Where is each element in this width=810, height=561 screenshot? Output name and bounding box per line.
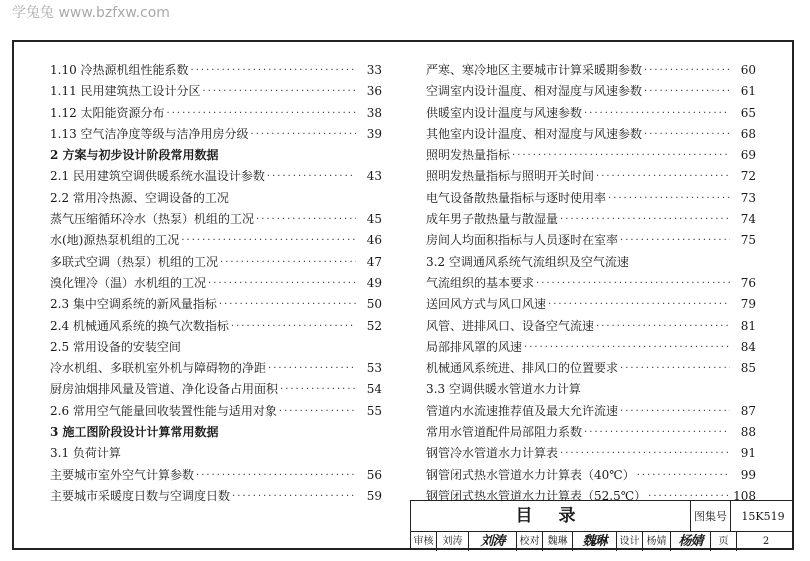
review-label: 审核 bbox=[411, 532, 437, 551]
toc-entry bbox=[426, 81, 756, 102]
toc-left-column bbox=[50, 60, 382, 507]
toc-entry-title: 1.10 冷热源机组性能系数 bbox=[50, 63, 189, 77]
toc-leader-dots bbox=[256, 209, 356, 230]
toc-entry-title: 严寒、寒冷地区主要城市计算采暖期参数 bbox=[426, 63, 643, 77]
toc-entry-title: 照明发热量指标 bbox=[426, 148, 511, 163]
toc-leader-dots bbox=[220, 252, 356, 273]
toc-entry bbox=[50, 443, 382, 464]
toc-entry bbox=[50, 316, 382, 337]
toc-entry-title: 常用水管道配件局部阻力系数 bbox=[426, 425, 583, 440]
toc-entry-title: 3.3 空调供暖水管道水力计算 bbox=[426, 382, 581, 397]
toc-entry bbox=[50, 81, 382, 102]
toc-leader-dots bbox=[560, 443, 730, 464]
toc-entry bbox=[426, 209, 756, 230]
toc-leader-dots bbox=[536, 273, 730, 294]
toc-right-column bbox=[426, 60, 756, 507]
toc-page-number: 43 bbox=[366, 169, 382, 184]
toc-entry-title: 1.12 太阳能资源分布 bbox=[50, 105, 165, 120]
watermark-text: 学兔兔 www.bzfxw.com bbox=[12, 5, 170, 21]
toc-page-number: 87 bbox=[740, 403, 756, 418]
toc-entry bbox=[50, 379, 382, 400]
toc-entry bbox=[50, 486, 382, 507]
toc-entry bbox=[50, 166, 382, 187]
signature-row bbox=[411, 532, 794, 551]
toc-page-number: 91 bbox=[740, 446, 756, 461]
toc-entry bbox=[50, 358, 382, 379]
toc-entry bbox=[426, 443, 756, 464]
toc-entry bbox=[50, 103, 382, 124]
toc-page-number: 49 bbox=[366, 275, 382, 290]
toc-page-number: 73 bbox=[740, 190, 756, 205]
toc-entry bbox=[50, 294, 382, 315]
toc-entry-title: 主要城市室外空气计算参数 bbox=[50, 467, 195, 482]
toc-entry bbox=[50, 337, 382, 358]
toc-entry-title: 2.1 民用建筑空调供暖系统水温设计参数 bbox=[50, 169, 265, 184]
toc-page-number: 50 bbox=[366, 297, 382, 312]
toc-entry-title: 钢管闭式热水管道水力计算表（52.5℃） bbox=[426, 488, 647, 503]
toc-entry bbox=[426, 145, 756, 166]
toc-leader-dots bbox=[231, 316, 356, 337]
toc-leader-dots bbox=[608, 188, 730, 209]
toc-entry bbox=[50, 401, 382, 422]
toc-entry-title: 局部排风罩的风速 bbox=[426, 339, 523, 354]
toc-page-number: 108 bbox=[733, 488, 756, 503]
toc-leader-dots bbox=[251, 124, 356, 145]
toc-entry-title: 电气设备散热量指标与逐时使用率 bbox=[426, 190, 607, 205]
toc-page-number: 47 bbox=[366, 254, 382, 269]
toc-page-number: 81 bbox=[740, 318, 756, 333]
toc-page-number: 45 bbox=[366, 212, 382, 227]
toc-leader-dots bbox=[208, 273, 356, 294]
toc-entry bbox=[426, 124, 756, 145]
title-block-top-row bbox=[411, 501, 794, 532]
toc-leader-dots bbox=[596, 166, 730, 187]
toc-entry bbox=[426, 252, 756, 273]
designer-name: 杨婧 bbox=[643, 532, 671, 551]
toc-entry-title: 主要城市采暖度日数与空调度日数 bbox=[50, 488, 231, 503]
toc-entry-title: 多联式空调（热泵）机组的工况 bbox=[50, 254, 219, 269]
toc-entry-title: 2.5 常用设备的安装空间 bbox=[50, 339, 181, 354]
toc-entry-title: 溴化锂冷（温）水机组的工况 bbox=[50, 275, 207, 290]
toc-leader-dots bbox=[637, 465, 730, 486]
toc-page-number: 65 bbox=[740, 105, 756, 120]
toc-entry bbox=[426, 316, 756, 337]
toc-entry bbox=[426, 422, 756, 443]
page-label: 页 bbox=[711, 532, 737, 551]
toc-leader-dots bbox=[620, 401, 730, 422]
toc-entry bbox=[50, 465, 382, 486]
design-label: 设计 bbox=[617, 532, 643, 551]
toc-entry-title: 厨房油烟排风量及管道、净化设备占用面积 bbox=[50, 382, 279, 397]
toc-page-number: 68 bbox=[740, 126, 756, 141]
toc-entry bbox=[426, 166, 756, 187]
toc-entry-title: 水(地)源热泵机组的工况 bbox=[50, 233, 180, 248]
toc-page-number: 53 bbox=[366, 361, 382, 376]
toc-leader-dots bbox=[644, 60, 730, 81]
toc-entry-title: 1.13 空气洁净度等级与洁净用房分级 bbox=[50, 126, 249, 141]
reviewer-signature: 刘涛 bbox=[469, 532, 517, 551]
toc-leader-dots bbox=[596, 316, 730, 337]
toc-leader-dots bbox=[167, 103, 356, 124]
atlas-number: 15K519 bbox=[741, 510, 785, 523]
toc-entry-title: 照明发热量指标与照明开关时间 bbox=[426, 169, 595, 184]
toc-entry-title: 2.6 常用空气能量回收装置性能与适用对象 bbox=[50, 403, 277, 418]
toc-leader-dots bbox=[620, 358, 730, 379]
toc-page-number: 72 bbox=[740, 169, 756, 184]
toc-leader-dots bbox=[548, 294, 730, 315]
toc-leader-dots bbox=[584, 422, 730, 443]
toc-leader-dots bbox=[181, 230, 356, 251]
toc-entry-title: 蒸气压缩循环冷水（热泵）机组的工况 bbox=[50, 212, 255, 227]
checker-signature: 魏琳 bbox=[573, 532, 617, 551]
toc-entry-title: 机械通风系统进、排风口的位置要求 bbox=[426, 361, 619, 376]
toc-page-number: 99 bbox=[740, 467, 756, 482]
toc-entry-title: 其他室内设计温度、相对湿度与风速参数 bbox=[426, 126, 643, 141]
toc-page-number: 54 bbox=[366, 382, 382, 397]
toc-entry-title: 供暖室内设计温度与风速参数 bbox=[426, 105, 583, 120]
toc-entry bbox=[50, 273, 382, 294]
toc-entry bbox=[426, 273, 756, 294]
toc-leader-dots bbox=[584, 103, 730, 124]
toc-entry bbox=[426, 379, 756, 400]
check-label: 校对 bbox=[517, 532, 543, 551]
toc-section-heading bbox=[50, 422, 382, 443]
toc-entry-title: 3.1 负荷计算 bbox=[50, 446, 121, 461]
toc-entry-title: 钢管闭式热水管道水力计算表（40℃） bbox=[426, 467, 635, 482]
toc-entry-title: 2 方案与初步设计阶段常用数据 bbox=[50, 148, 219, 163]
toc-page-number: 76 bbox=[740, 275, 756, 290]
toc-page-number: 46 bbox=[366, 233, 382, 248]
toc-leader-dots bbox=[267, 166, 356, 187]
toc-leader-dots bbox=[620, 230, 730, 251]
title-block bbox=[410, 500, 794, 550]
toc-entry-title: 气流组织的基本要求 bbox=[426, 275, 535, 290]
toc-entry-title: 钢管冷水管道水力计算表 bbox=[426, 446, 559, 461]
toc-entry-title: 1.11 民用建筑热工设计分区 bbox=[50, 84, 201, 99]
toc-page-number: 39 bbox=[366, 126, 382, 141]
toc-entry-title: 2.3 集中空调系统的新风量指标 bbox=[50, 297, 217, 312]
toc-entry-title: 2.2 常用冷热源、空调设备的工况 bbox=[50, 190, 229, 205]
toc-page-number: 59 bbox=[366, 488, 382, 503]
toc-leader-dots bbox=[644, 124, 730, 145]
toc-entry bbox=[426, 60, 756, 81]
toc-page-number: 52 bbox=[366, 318, 382, 333]
toc-entry bbox=[50, 188, 382, 209]
toc-leader-dots bbox=[203, 81, 356, 102]
toc-page-number: 38 bbox=[366, 105, 382, 120]
toc-entry-title: 管道内水流速推荐值及最大允许流速 bbox=[426, 403, 619, 418]
toc-entry-title: 房间人均面积指标与人员逐时在室率 bbox=[426, 233, 619, 248]
toc-page-number: 75 bbox=[740, 233, 756, 248]
toc-leader-dots bbox=[191, 60, 356, 81]
toc-entry bbox=[426, 358, 756, 379]
toc-page-number: 60 bbox=[740, 63, 756, 77]
toc-entry bbox=[50, 209, 382, 230]
toc-page-number: 74 bbox=[740, 212, 756, 227]
toc-entry bbox=[50, 230, 382, 251]
toc-leader-dots bbox=[279, 401, 356, 422]
checker-name: 魏琳 bbox=[543, 532, 573, 551]
toc-page-number: 61 bbox=[740, 84, 756, 99]
toc-leader-dots bbox=[196, 465, 356, 486]
toc-entry bbox=[426, 337, 756, 358]
toc-entry bbox=[50, 252, 382, 273]
toc-entry-title: 风管、进排风口、设备空气流速 bbox=[426, 318, 595, 333]
toc-entry bbox=[426, 465, 756, 486]
toc-entry-title: 送回风方式与风口风速 bbox=[426, 297, 547, 312]
toc-page-number: 88 bbox=[740, 425, 756, 440]
toc-entry-title: 冷水机组、多联机室外机与障碍物的净距 bbox=[50, 361, 267, 376]
drawing-frame bbox=[12, 40, 794, 550]
toc-leader-dots bbox=[232, 486, 356, 507]
toc-page-number: 79 bbox=[740, 297, 756, 312]
toc-leader-dots bbox=[268, 358, 356, 379]
toc-page-number: 36 bbox=[366, 84, 382, 99]
toc-entry bbox=[426, 103, 756, 124]
toc-leader-dots bbox=[560, 209, 730, 230]
toc-entry bbox=[50, 60, 382, 81]
atlas-number-label: 图集号 bbox=[691, 501, 731, 532]
toc-page-number: 55 bbox=[366, 403, 382, 418]
page-number: 2 bbox=[762, 536, 770, 547]
designer-signature: 杨婧 bbox=[671, 532, 711, 551]
reviewer-name: 刘涛 bbox=[437, 532, 469, 551]
toc-leader-dots bbox=[280, 379, 356, 400]
toc-entry-title: 成年男子散热量与散湿量 bbox=[426, 212, 559, 227]
toc-entry-title: 3 施工图阶段设计计算常用数据 bbox=[50, 425, 219, 440]
toc-page-number: 69 bbox=[740, 148, 756, 163]
toc-leader-dots bbox=[644, 81, 730, 102]
toc-page-number: 33 bbox=[366, 63, 382, 77]
toc-entry bbox=[50, 124, 382, 145]
toc-entry bbox=[426, 294, 756, 315]
toc-section-heading bbox=[50, 145, 382, 166]
drawing-title: 目 录 bbox=[411, 501, 691, 532]
toc-leader-dots bbox=[524, 337, 730, 358]
toc-entry-title: 3.2 空调通风系统气流组织及空气流速 bbox=[426, 254, 629, 269]
toc-page-number: 56 bbox=[366, 467, 382, 482]
toc-entry bbox=[426, 401, 756, 422]
toc-page-number: 85 bbox=[740, 361, 756, 376]
toc-page-number: 84 bbox=[740, 339, 756, 354]
toc-entry-title: 2.4 机械通风系统的换气次数指标 bbox=[50, 318, 229, 333]
toc-leader-dots bbox=[512, 145, 730, 166]
toc-entry-title: 空调室内设计温度、相对湿度与风速参数 bbox=[426, 84, 643, 99]
toc-entry bbox=[426, 230, 756, 251]
toc-entry bbox=[426, 188, 756, 209]
toc-leader-dots bbox=[219, 294, 356, 315]
